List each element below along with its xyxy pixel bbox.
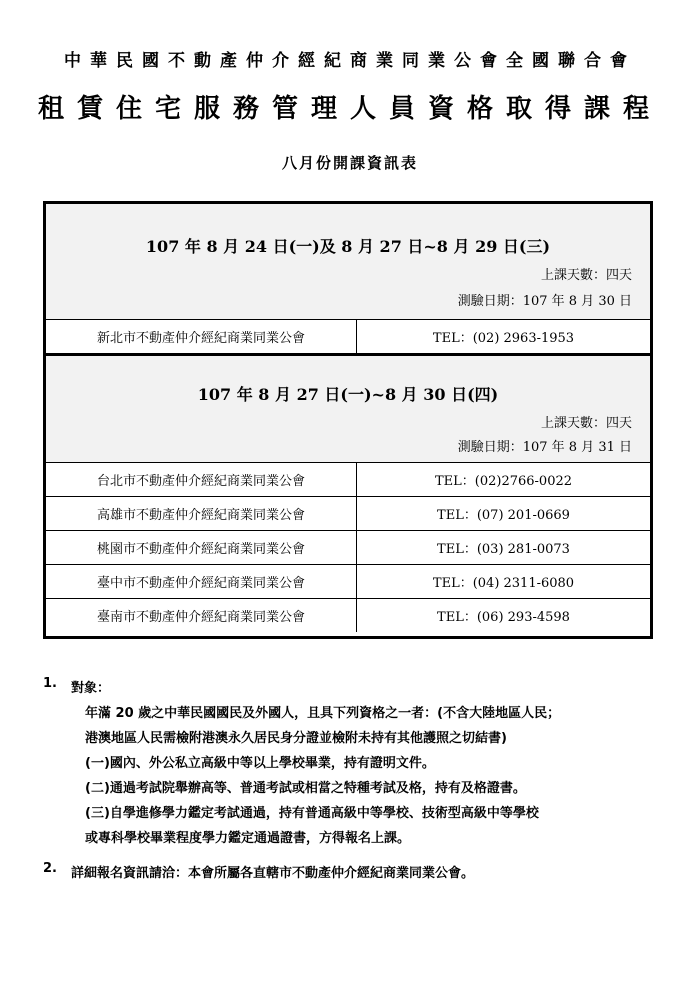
note-item [43, 861, 663, 886]
association-name: 桃園市不動產仲介經紀商業同業公會 [46, 531, 357, 564]
association-tel: TEL：(02)2766-0022 [434, 474, 573, 489]
page-subtitle: 八月份開課資訊表 [281, 154, 418, 172]
course-title: 租賃住宅服務管理人員資格取得課程 [37, 94, 662, 124]
table-row [46, 463, 650, 497]
note-line: (二)通過考試院舉辦高等、普通考試或相當之特種考試及格，持有及格證書。 [85, 781, 526, 796]
class-days: 上課天數：四天 [540, 268, 632, 283]
note-title: 詳細報名資訊請洽：本會所屬各直轄市不動產仲介經紀商業同業公會。 [71, 866, 475, 881]
association-tel: TEL：(06) 293-4598 [437, 610, 570, 625]
schedule-date-range: 107 年 8 月 24 日(一)及 8 月 27 日~8 月 29 日(三) [145, 237, 551, 256]
association-tel: TEL：(03) 281-0073 [437, 542, 570, 557]
table-row [46, 320, 650, 354]
notes-section [43, 676, 663, 886]
schedule-block-1-header [46, 204, 650, 320]
note-line: 或專科學校畢業程度學力鑑定通過證書，方得報名上課。 [85, 831, 411, 846]
association-tel: TEL：(04) 2311-6080 [432, 576, 575, 591]
association-name: 台北市不動產仲介經紀商業同業公會 [46, 463, 357, 496]
note-number: 1. [43, 676, 57, 691]
org-title: 中華民國不動產仲介經紀商業同業公會全國聯合會 [64, 51, 636, 71]
note-number: 2. [43, 861, 57, 876]
exam-date: 測驗日期：107 年 8 月 31 日 [457, 440, 632, 455]
table-row [46, 497, 650, 531]
association-tel: TEL：(07) 201-0669 [437, 508, 570, 523]
schedule-date-range: 107 年 8 月 27 日(一)~8 月 30 日(四) [197, 385, 499, 404]
schedule-block-2-header [46, 356, 650, 463]
note-line: (一)國內、外公私立高級中等以上學校畢業，持有證明文件。 [85, 756, 435, 771]
association-name: 高雄市不動產仲介經紀商業同業公會 [46, 497, 357, 530]
note-line: (三)自學進修學力鑑定考試通過，持有普通高級中等學校、技術型高級中等學校 [85, 806, 539, 821]
class-days: 上課天數：四天 [540, 416, 632, 431]
exam-date: 測驗日期：107 年 8 月 30 日 [457, 294, 632, 309]
table-row [46, 531, 650, 565]
note-body [71, 701, 663, 851]
note-item [43, 676, 663, 851]
association-name: 新北市不動產仲介經紀商業同業公會 [46, 320, 357, 353]
note-line: 年滿 20 歲之中華民國國民及外國人，且具下列資格之一者：(不含大陸地區人民； [85, 706, 561, 721]
table-row [46, 565, 650, 599]
note-line: 港澳地區人民需檢附港澳永久居民身分證並檢附未持有其他護照之切結書) [85, 731, 507, 746]
table-row [46, 599, 650, 632]
association-name: 臺中市不動產仲介經紀商業同業公會 [46, 565, 357, 598]
association-tel: TEL：(02) 2963-1953 [432, 331, 575, 346]
note-title: 對象： [71, 681, 111, 696]
schedule-table [43, 201, 653, 639]
association-name: 臺南市不動產仲介經紀商業同業公會 [46, 599, 357, 632]
